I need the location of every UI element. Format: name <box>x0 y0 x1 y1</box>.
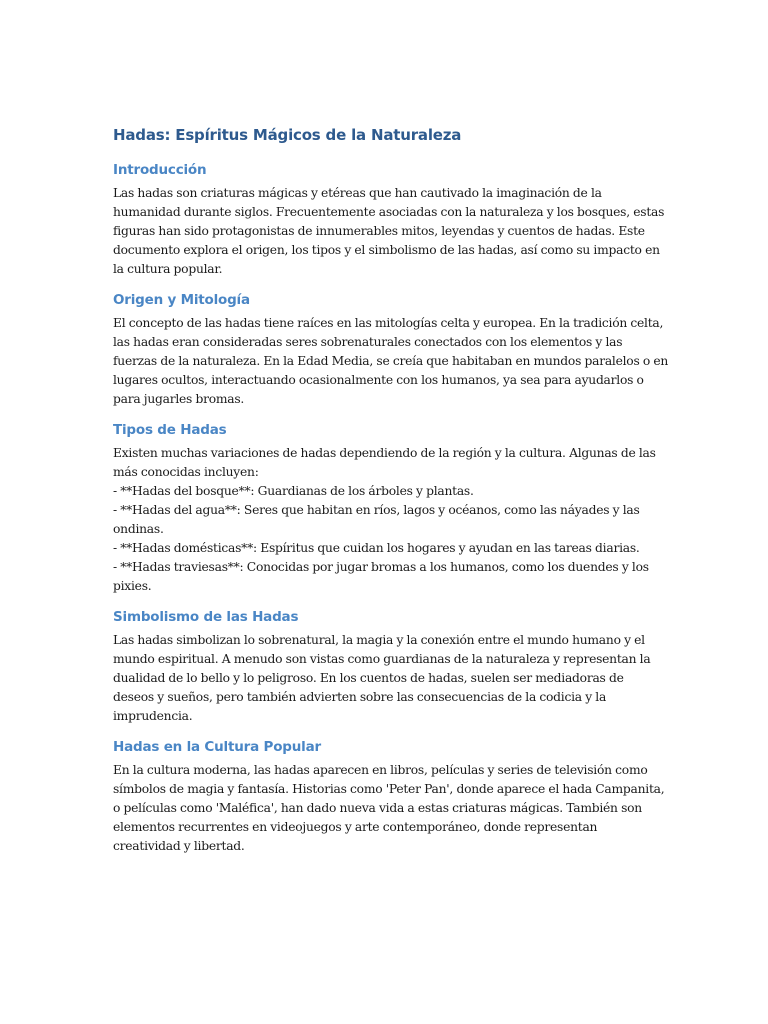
paragraph-line: o películas como 'Maléfica', han dado nueva vida a estas criaturas mágicas. También son <box>113 801 642 815</box>
section-cultura-popular <box>113 737 665 856</box>
section-origen-mitologia <box>113 290 669 409</box>
paragraph-line: En la cultura moderna, las hadas aparecen en libros, películas y series de televisión como <box>113 763 648 777</box>
section-heading: Simbolismo de las Hadas <box>113 609 299 625</box>
list-item-line: ondinas. <box>113 522 164 536</box>
paragraph-line: símbolos de magia y fantasía. Historias como 'Peter Pan', donde aparece el hada Campanita, <box>113 782 665 796</box>
paragraph-line: elementos recurrentes en videojuegos y arte contemporáneo, donde representan <box>113 820 598 834</box>
paragraph-line: lugares ocultos, interactuando ocasionalmente con los humanos, ya sea para ayudarlos o <box>113 373 644 387</box>
document-page <box>113 124 669 867</box>
paragraph-line: deseos y sueños, pero también advierten sobre las consecuencias de la codicia y la <box>113 690 607 704</box>
list-item-line: - **Hadas del bosque**: Guardianas de los árboles y plantas. <box>113 484 474 498</box>
paragraph-line: creatividad y libertad. <box>113 839 245 853</box>
list-item-line: - **Hadas domésticas**: Espíritus que cuidan los hogares y ayudan en las tareas diarias. <box>113 541 640 555</box>
paragraph-line: figuras han sido protagonistas de innumerables mitos, leyendas y cuentos de hadas. Este <box>113 224 645 238</box>
paragraph-line: más conocidas incluyen: <box>113 465 259 479</box>
paragraph-line: para jugarles bromas. <box>113 392 245 406</box>
section-heading: Introducción <box>113 162 207 178</box>
document-title: Hadas: Espíritus Mágicos de la Naturaleza <box>113 126 462 144</box>
section-paragraph <box>113 444 658 596</box>
section-heading: Hadas en la Cultura Popular <box>113 739 321 755</box>
section-paragraph <box>113 761 665 856</box>
section-paragraph <box>113 314 669 409</box>
paragraph-line: El concepto de las hadas tiene raíces en las mitologías celta y europea. En la tradición celta, <box>113 316 664 330</box>
section-heading: Tipos de Hadas <box>113 422 227 438</box>
paragraph-line: imprudencia. <box>113 709 193 723</box>
paragraph-line: Las hadas simbolizan lo sobrenatural, la magia y la conexión entre el mundo humano y el <box>113 633 645 647</box>
paragraph-line: Las hadas son criaturas mágicas y etéreas que han cautivado la imaginación de la <box>113 186 602 200</box>
list-item-line: - **Hadas traviesas**: Conocidas por jugar bromas a los humanos, como los duendes y los <box>113 560 649 574</box>
list-item-line: pixies. <box>113 579 152 593</box>
list-item-line: - **Hadas del agua**: Seres que habitan en ríos, lagos y océanos, como las náyades y las <box>113 503 640 517</box>
section-simbolismo <box>113 607 658 726</box>
paragraph-line: fuerzas de la naturaleza. En la Edad Media, se creía que habitaban en mundos paralelos o en <box>113 354 669 368</box>
section-heading: Origen y Mitología <box>113 292 250 308</box>
paragraph-line: Existen muchas variaciones de hadas dependiendo de la región y la cultura. Algunas de las <box>113 446 656 460</box>
section-introduccion <box>113 160 665 279</box>
paragraph-line: las hadas eran consideradas seres sobrenaturales conectados con los elementos y las <box>113 335 623 349</box>
paragraph-line: la cultura popular. <box>113 262 223 276</box>
section-paragraph <box>113 184 665 279</box>
section-tipos-de-hadas <box>113 420 658 596</box>
paragraph-line: mundo espiritual. A menudo son vistas como guardianas de la naturaleza y representan la <box>113 652 651 666</box>
paragraph-line: documento explora el origen, los tipos y el simbolismo de las hadas, así como su impacto en <box>113 243 660 257</box>
paragraph-line: humanidad durante siglos. Frecuentemente asociadas con la naturaleza y los bosques, estas <box>113 205 665 219</box>
paragraph-line: dualidad de lo bello y lo peligroso. En los cuentos de hadas, suelen ser mediadoras de <box>113 671 624 685</box>
section-paragraph <box>113 631 658 726</box>
